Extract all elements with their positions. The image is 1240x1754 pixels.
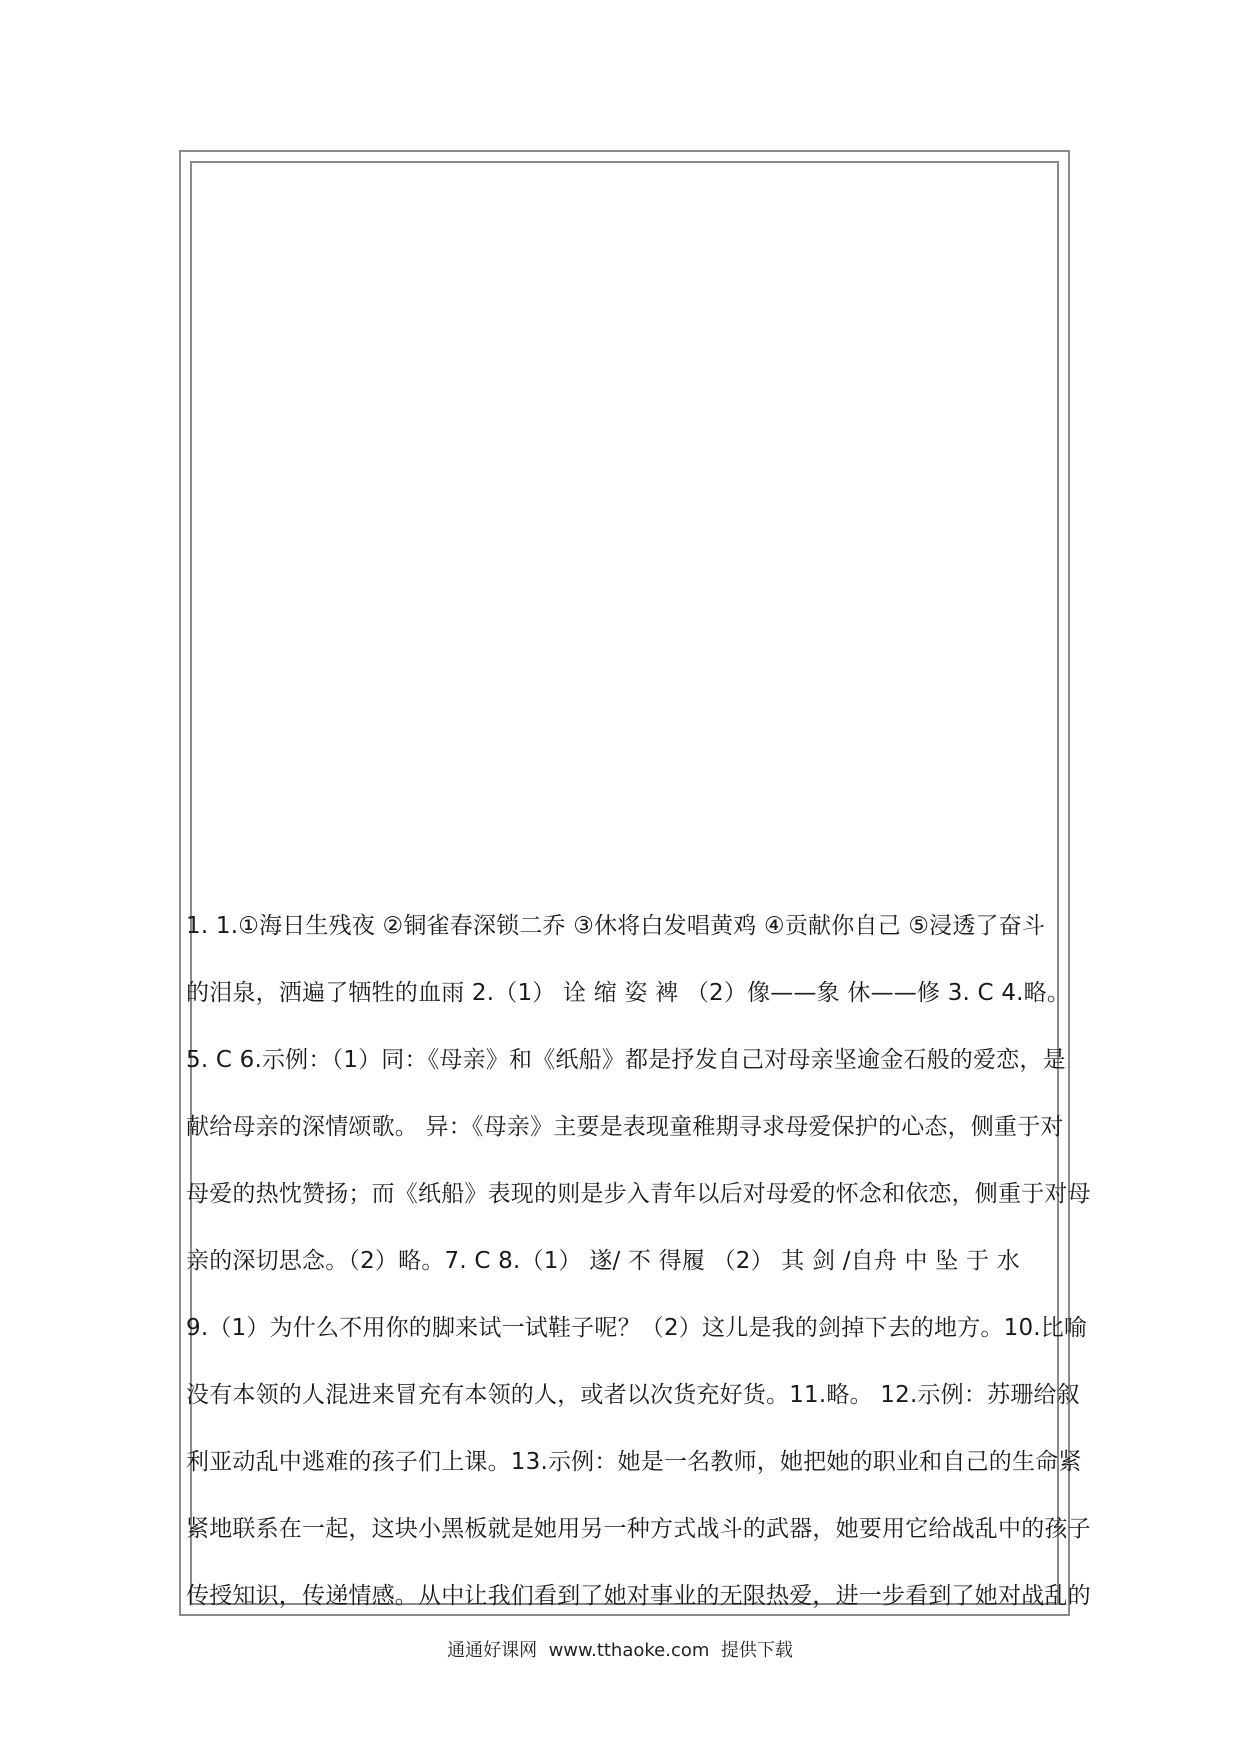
footer-source-text: 通通好课网 www.tthaoke.com 提供下载 [447,1640,793,1661]
answer-line: 没有本领的人混进来冒充有本领的人，或者以次货充好货。11.略。 12.示例：苏珊给叙 [186,1382,1080,1408]
answer-line: 的泪泉，洒遍了牺牲的血雨 2.（1） 诠 缩 姿 裨 （2）像——象 休——修 3. C 4.略。 [186,980,1071,1006]
answer-line: 亲的深切思念。（2）略。7. C 8.（1） 遂/ 不 得履 （2） 其 剑 /自舟 中 坠 于 水 [186,1248,1020,1274]
answer-line: 1. 1.①海日生残夜 ②铜雀春深锁二乔 ③休将白发唱黄鸡 ④贡献你自己 ⑤浸透了奋斗 [186,913,1046,939]
answer-line: 传授知识，传递情感。从中让我们看到了她对事业的无限热爱，进一步看到了她对战乱的 [186,1583,1091,1609]
answer-line: 5. C 6.示例：（1）同：《母亲》和《纸船》都是抒发自己对母亲坚逾金石般的爱恋，是 [186,1047,1066,1073]
answer-line: 9.（1）为什么不用你的脚来试一试鞋子呢？（2）这儿是我的剑掉下去的地方。10.比喻 [186,1315,1088,1341]
answer-line: 利亚动乱中逃难的孩子们上课。13.示例：她是一名教师，她把她的职业和自己的生命紧 [186,1449,1082,1475]
answer-text-block [186,893,1091,1630]
answer-line: 献给母亲的深情颂歌。 异：《母亲》主要是表现童稚期寻求母爱保护的心态，侧重于对 [186,1114,1064,1140]
answer-line: 紧地联系在一起，这块小黑板就是她用另一种方式战斗的武器，她要用它给战乱中的孩子 [186,1516,1091,1542]
answer-line: 母爱的热忱赞扬；而《纸船》表现的则是步入青年以后对母爱的怀念和依恋，侧重于对母 [186,1181,1091,1207]
